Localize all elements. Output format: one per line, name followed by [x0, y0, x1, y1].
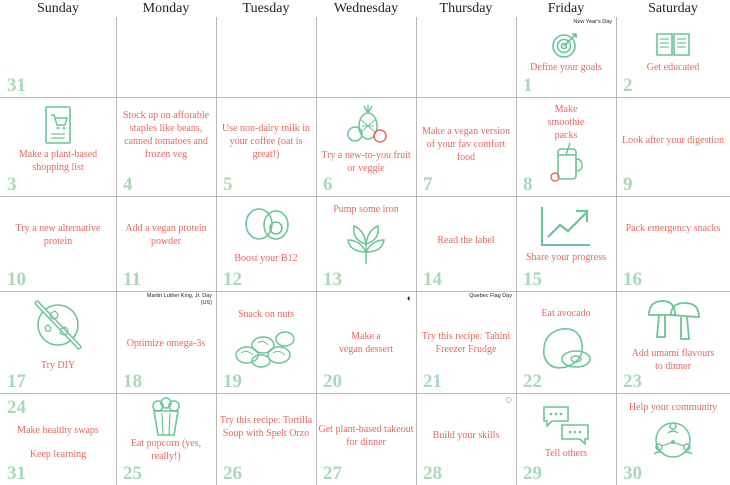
day-cell[interactable]: [616, 291, 730, 393]
nuts-icon: [233, 325, 299, 369]
avocado-half-icon: [242, 204, 290, 242]
avocado-icon: [538, 325, 594, 371]
day-number: 26: [223, 463, 242, 484]
activity-text: Make a vegan version of your fav comfort food: [421, 126, 511, 163]
day-number: 18: [123, 371, 142, 392]
day-number: 1: [523, 75, 533, 96]
day-number: 14: [423, 269, 442, 290]
day-header-sunday: Sunday: [37, 1, 79, 16]
activity-text: Read the label: [437, 235, 495, 246]
day-number: 25: [123, 463, 142, 484]
day-number: 21: [423, 371, 442, 392]
day-cell[interactable]: [116, 97, 216, 196]
activity-text: Make a plant-based shopping list: [18, 149, 98, 173]
day-number: 4: [123, 174, 133, 195]
activity-text: Get plant-based takeout for dinner: [318, 424, 414, 448]
day-number: 10: [7, 269, 26, 290]
activity-text: Pack emergency snacks: [625, 223, 721, 234]
day-cell[interactable]: [616, 393, 730, 485]
activity-text: Add umami flavours to dinner: [631, 348, 715, 372]
activity-text: Make smoothie packs: [547, 104, 585, 141]
day-number: 31: [7, 75, 26, 96]
target-icon: [551, 31, 581, 59]
holiday-note: Quebec Flag Day: [469, 293, 512, 299]
chat-bubbles-icon: [542, 405, 590, 445]
day-cell[interactable]: [416, 393, 516, 485]
day-cell[interactable]: [0, 393, 116, 485]
activity-text: Try a new alternative protein: [15, 223, 101, 247]
day-cell[interactable]: [216, 97, 316, 196]
day-number: 12: [223, 269, 242, 290]
day-number: 2: [623, 75, 633, 96]
popcorn-icon: [148, 397, 184, 437]
day-cell[interactable]: [316, 291, 416, 393]
activity-text: Optimize omega-3s: [126, 338, 206, 349]
activity-text: Eat avocado: [541, 308, 591, 319]
moon-phase-icon: ◌: [505, 394, 512, 406]
day-number: 23: [623, 371, 642, 392]
day-number: 20: [323, 371, 342, 392]
day-number: 17: [7, 371, 26, 392]
smoothie-jar-icon: [548, 141, 584, 183]
day-number: 15: [523, 269, 542, 290]
day-cell[interactable]: [216, 291, 316, 393]
day-cell[interactable]: [616, 196, 730, 291]
day-number: 27: [323, 463, 342, 484]
day-cell[interactable]: [316, 196, 416, 291]
day-number: 30: [623, 463, 642, 484]
activity-text: Make a vegan dessert: [338, 331, 394, 355]
day-header-monday: Monday: [142, 1, 190, 16]
day-number: 7: [423, 174, 433, 195]
activity-text: Keep learning: [29, 449, 87, 460]
activity-text: Try this recipe: Tahini Freezer Frudge: [421, 331, 511, 355]
activity-text: Get educated: [646, 62, 700, 73]
activity-text: Pump some iron: [333, 204, 399, 215]
activity-text: Help your community: [628, 402, 718, 413]
fruit-icon: [344, 104, 388, 146]
spinach-icon: [346, 220, 386, 266]
day-cell[interactable]: [0, 291, 116, 393]
day-cell[interactable]: [516, 97, 616, 196]
mushroom-icon: [643, 297, 703, 343]
community-icon: [649, 419, 697, 461]
activity-text: Add a vegan protein powder: [125, 223, 207, 247]
day-cell[interactable]: [516, 196, 616, 291]
holiday-note: New Year's Day: [573, 19, 612, 25]
day-cell[interactable]: [416, 291, 516, 393]
day-cell[interactable]: [116, 393, 216, 485]
day-cell[interactable]: [0, 196, 116, 291]
activity-text: Try DIY: [40, 360, 76, 371]
day-cell[interactable]: [316, 393, 416, 485]
day-number: 22: [523, 371, 542, 392]
activity-text: Boost your B12: [234, 253, 298, 264]
activity-text: Define your goals: [530, 62, 602, 73]
activity-text: Snack on nuts: [237, 309, 295, 320]
activity-text: Eat popcorn (yes, really!): [130, 438, 202, 462]
day-cell[interactable]: [616, 97, 730, 196]
day-header-friday: Friday: [547, 1, 585, 16]
day-cell[interactable]: [0, 17, 116, 97]
activity-text: Try this recipe: Tortilla Soup with Spelt Orzo: [219, 415, 313, 439]
activity-text: Build your skills: [432, 430, 500, 441]
day-number: 11: [123, 269, 141, 290]
day-header-wednesday: Wednesday: [333, 1, 399, 16]
activity-text: Tell others: [544, 448, 588, 459]
day-number: 3: [7, 174, 17, 195]
day-cell[interactable]: [416, 97, 516, 196]
day-cell[interactable]: [116, 291, 216, 393]
day-cell[interactable]: [516, 17, 616, 97]
day-cell[interactable]: [316, 97, 416, 196]
activity-text: Share your progress: [526, 252, 606, 263]
shopping-list-icon: [43, 105, 73, 145]
day-cell[interactable]: [416, 196, 516, 291]
day-cell[interactable]: [0, 97, 116, 196]
day-number: 8: [523, 174, 533, 195]
day-header-thursday: Thursday: [439, 1, 493, 16]
day-cell[interactable]: [516, 291, 616, 393]
day-number: 31: [7, 463, 26, 484]
day-number-top: 24: [7, 397, 26, 418]
activity-text: Use non-dairy milk in your coffee (oat is great!): [221, 123, 311, 160]
holiday-note: Martin Luther King, Jr. Day (US): [146, 293, 212, 306]
day-cell[interactable]: [516, 393, 616, 485]
day-cell[interactable]: [216, 393, 316, 485]
day-number: 6: [323, 174, 333, 195]
day-number: 16: [623, 269, 642, 290]
activity-text: Try a new-to-you fruit or veggie: [321, 150, 411, 174]
day-number: 13: [323, 269, 342, 290]
day-cell[interactable]: [616, 17, 730, 97]
day-number: 5: [223, 174, 233, 195]
day-number: 19: [223, 371, 242, 392]
day-cell[interactable]: [116, 196, 216, 291]
day-header-tuesday: Tuesday: [242, 1, 290, 16]
empty-cell: [116, 17, 216, 97]
empty-cell: [216, 17, 316, 97]
trending-up-icon: [540, 205, 592, 247]
moon-phase-icon: ◐: [406, 293, 412, 303]
day-cell[interactable]: [216, 196, 316, 291]
rolling-pin-icon: [31, 297, 85, 353]
day-number: 29: [523, 463, 542, 484]
activity-text-top: Make healthy swaps: [17, 425, 99, 436]
empty-cell: [416, 17, 516, 97]
activity-text: Stock up on afforable staples like beans, canned tomatoes and frozen veg: [122, 110, 210, 160]
book-icon: [655, 30, 691, 58]
activity-text: Look after your digestion: [622, 135, 724, 146]
day-number: 28: [423, 463, 442, 484]
day-number: 9: [623, 174, 633, 195]
empty-cell: [316, 17, 416, 97]
day-header-saturday: Saturday: [648, 1, 698, 16]
